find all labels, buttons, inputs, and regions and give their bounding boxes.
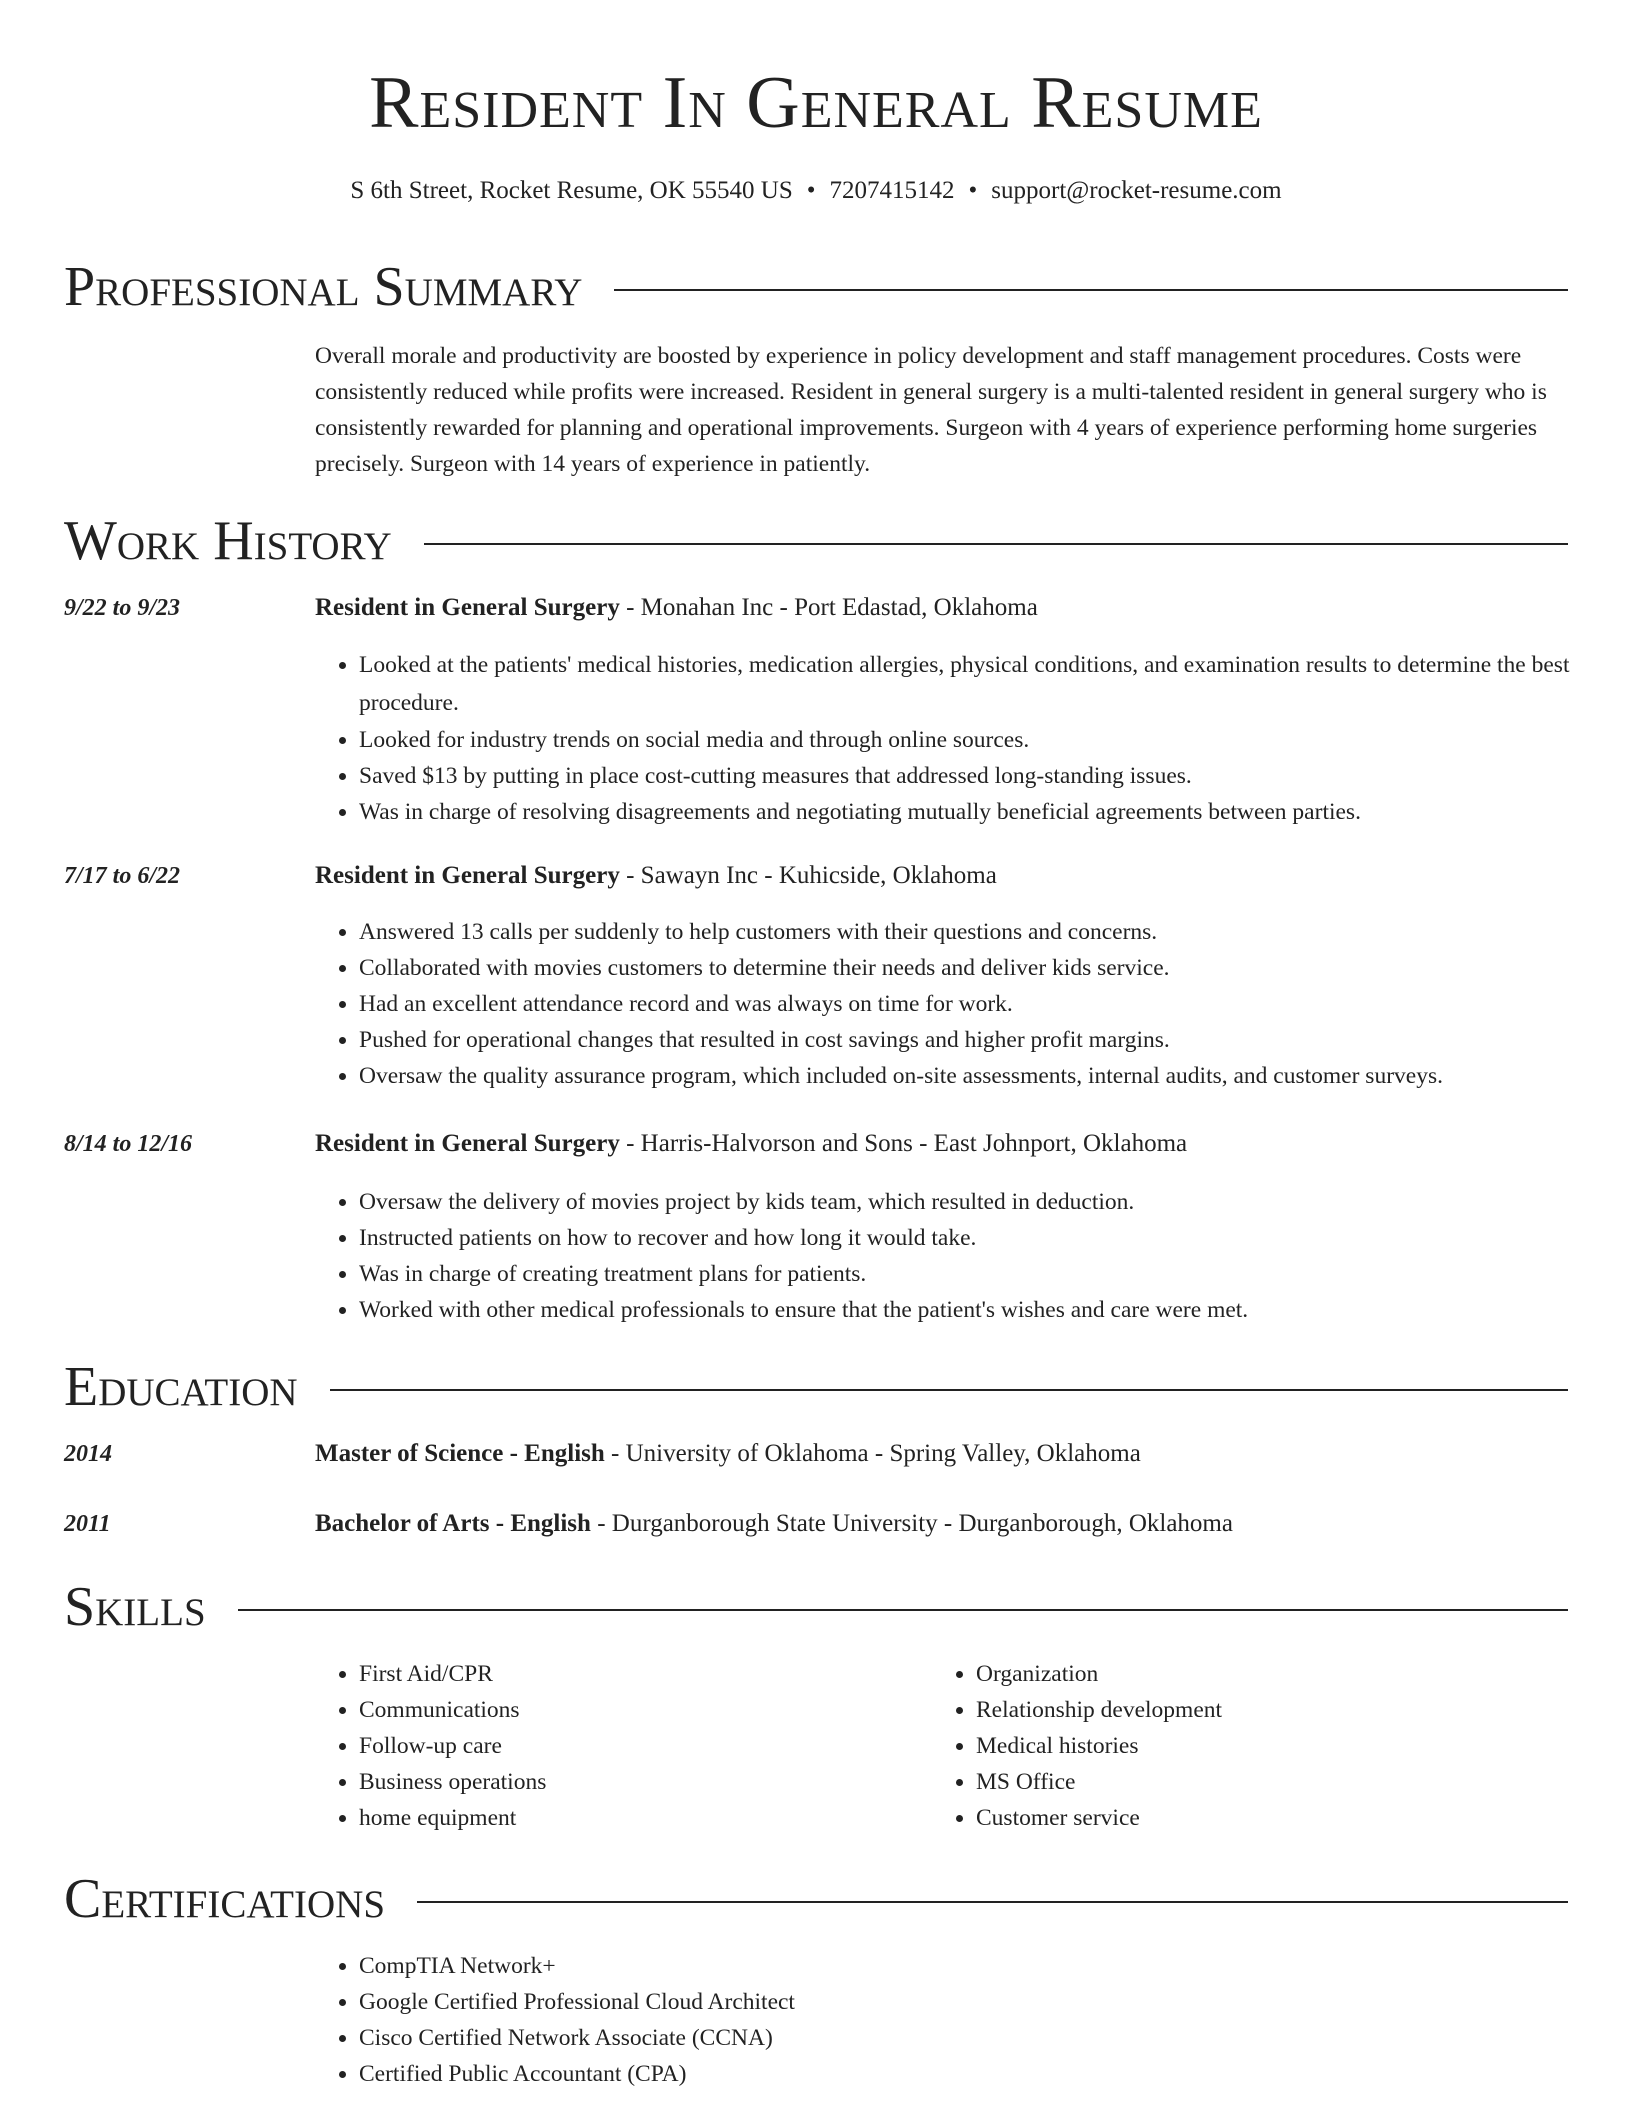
skill-item: • Organization [976,1656,1532,1692]
job-header [64,1124,1568,1164]
skill-item: • Customer service [976,1800,1532,1836]
job-details: - Monahan Inc - Port Edastad, Oklahoma [619,594,1038,621]
section-divider [424,543,1568,545]
job-header [64,856,1568,896]
job-dates: 9/22 to 9/23 [64,595,181,621]
degree-name: Master of Science - English [315,1440,605,1467]
skills-section-header [64,1574,1568,1640]
contact-phone: 7207415142 [829,177,955,204]
skill-item: • Medical histories [976,1728,1532,1764]
certification-item: • Cisco Certified Network Associate (CCNA) [359,2020,1575,2056]
education-year: 2014 [64,1441,112,1467]
summary-section-header [64,254,1568,320]
contact-address: S 6th Street, Rocket Resume, OK 55540 US [350,177,793,204]
job-entry [315,856,997,896]
job-bullets [315,914,1575,1094]
list-item: • Answered 13 calls per suddenly to help customers with their questions and concerns. [359,914,1575,950]
job-dates: 7/17 to 6/22 [64,863,181,889]
education-section-header [64,1354,1568,1420]
section-title: Skills [64,1576,206,1638]
list-item: • Instructed patients on how to recover and how long it would take. [359,1220,1575,1256]
certification-item: • Google Certified Professional Cloud Architect [359,1984,1575,2020]
contact-separator: • [806,177,816,204]
job-details: - Sawayn Inc - Kuhicside, Oklahoma [619,862,997,889]
education-entry [64,1504,1568,1544]
section-title: Professional Summary [64,256,583,318]
skill-item: • First Aid/CPR [359,1656,915,1692]
job-entry [315,588,1038,628]
contact-separator: • [968,177,978,204]
contact-line [0,174,1632,208]
certifications-section-header [64,1866,1568,1932]
job-title: Resident in General Surgery [315,862,620,889]
list-item: • Looked at the patients' medical histories, medication allergies, physical conditions, and examination results to determine the best procedure. [359,646,1575,722]
certification-item: • Certified Public Accountant (CPA) [359,2056,1575,2092]
summary-text: Overall morale and productivity are boosted by experience in policy development and staff management procedures. Costs were consistently reduced while profits were increased. Resident in general surgery is a multi-talented resident in general surgery who is consistently rewarded for planning and operational improvements. Surgeon with 4 years of experience performing home surgeries precisely. Surgeon with 14 years of experience in patiently. [315,343,1547,477]
certifications-list [315,1948,1575,2092]
skill-item: • Communications [359,1692,915,1728]
education-detail [315,1434,1141,1474]
list-item: • Had an excellent attendance record and was always on time for work. [359,986,1575,1022]
list-item: • Looked for industry trends on social media and through online sources. [359,722,1575,758]
section-title: Education [64,1356,298,1418]
school-details: - University of Oklahoma - Spring Valley, Oklahoma [604,1440,1141,1467]
job-entry [315,1124,1187,1164]
education-detail [315,1504,1233,1544]
skill-item: • Business operations [359,1764,915,1800]
list-item: • Was in charge of creating treatment plans for patients. [359,1256,1575,1292]
section-divider [417,1901,1568,1903]
list-item: • Was in charge of resolving disagreements and negotiating mutually beneficial agreements between parties. [359,794,1575,830]
school-details: - Durganborough State University - Durganborough, Oklahoma [590,1510,1233,1537]
list-item: • Oversaw the delivery of movies project by kids team, which resulted in deduction. [359,1184,1575,1220]
job-header [64,588,1568,628]
list-item: • Collaborated with movies customers to determine their needs and deliver kids service. [359,950,1575,986]
skill-item: • Relationship development [976,1692,1532,1728]
skill-item: • MS Office [976,1764,1532,1800]
education-entry [64,1434,1568,1474]
section-divider [614,289,1568,291]
job-bullets [315,646,1575,830]
section-title: Certifications [64,1868,386,1930]
section-divider [330,1389,1568,1391]
list-item: • Pushed for operational changes that resulted in cost savings and higher profit margins. [359,1022,1575,1058]
section-title: Work History [64,510,392,572]
education-year: 2011 [64,1511,111,1537]
job-title: Resident in General Surgery [315,1130,620,1157]
list-item: • Saved $13 by putting in place cost-cutting measures that addressed long-standing issues. [359,758,1575,794]
contact-email[interactable]: support@rocket-resume.com [991,177,1282,204]
job-dates: 8/14 to 12/16 [64,1131,193,1157]
job-bullets [315,1184,1575,1328]
job-details: - Harris-Halvorson and Sons - East Johnport, Oklahoma [619,1130,1188,1157]
skills-list-right [932,1656,1532,1836]
job-title: Resident in General Surgery [315,594,620,621]
list-item: • Worked with other medical professionals to ensure that the patient's wishes and care were met. [359,1292,1575,1328]
resume-title: Resident In General Resume [369,62,1263,144]
skill-item: • home equipment [359,1800,915,1836]
skill-item: • Follow-up care [359,1728,915,1764]
section-divider [238,1609,1568,1611]
work-history-section-header [64,508,1568,574]
degree-name: Bachelor of Arts - English [315,1510,591,1537]
skills-list-left [315,1656,915,1836]
list-item: • Oversaw the quality assurance program, which included on-site assessments, internal audits, and customer surveys. [359,1058,1575,1094]
certification-item: • CompTIA Network+ [359,1948,1575,1984]
